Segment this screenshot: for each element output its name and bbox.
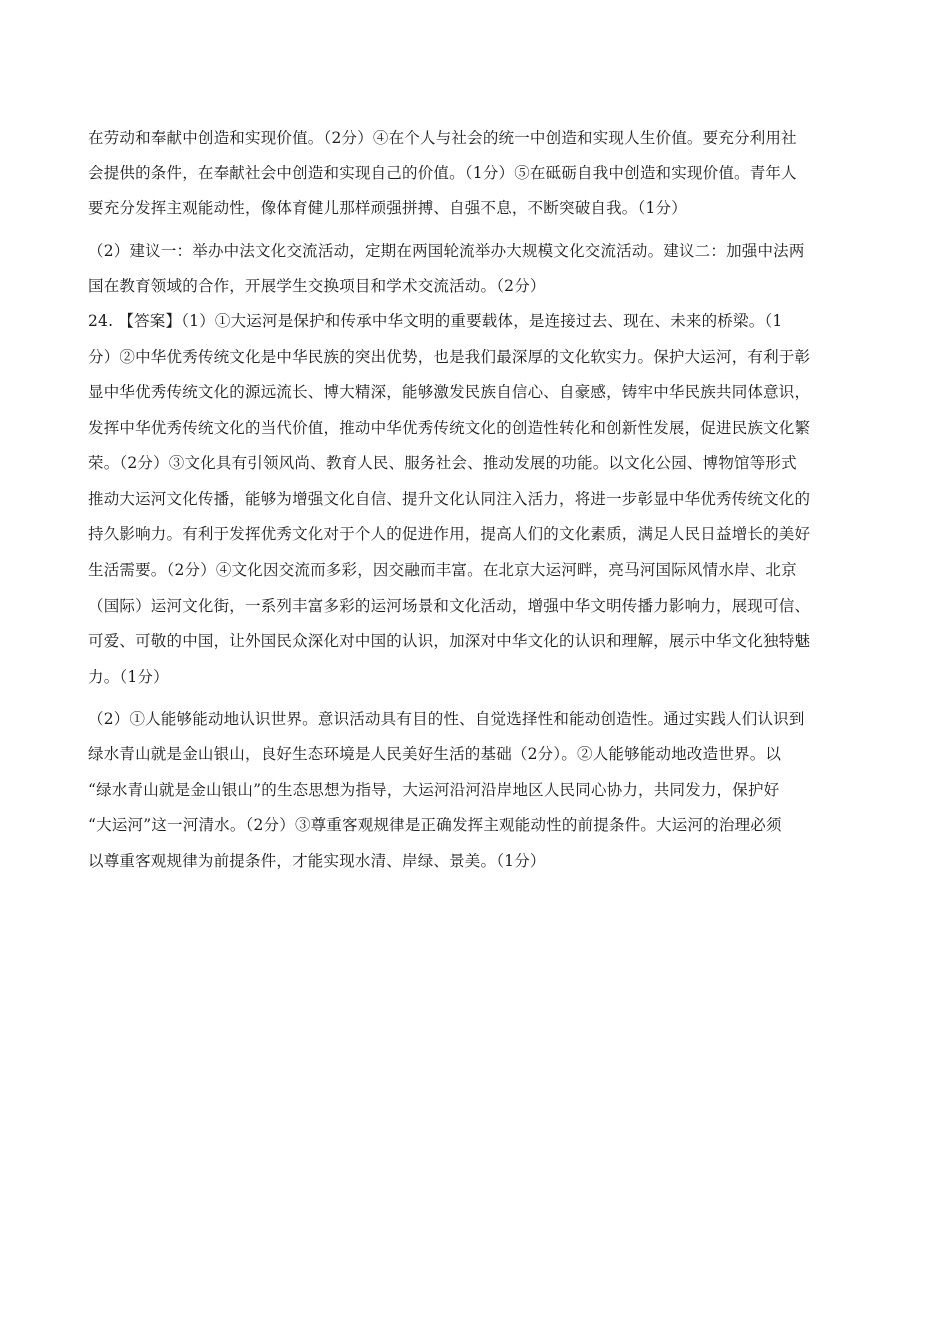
text-line: 以尊重客观规律为前提条件，才能实现水清、岸绿、景美。（1分） <box>88 852 546 870</box>
text-line: 可爱、可敬的中国，让外国民众深化对中国的认识，加深对中华文化的认识和理解，展示中华文化独特魅 <box>88 632 811 650</box>
text-line: （2）①人能够能动地认识世界。意识活动具有目的性、自觉选择性和能动创造性。通过实践人们认识到 <box>88 710 805 728</box>
text-line: 荣。（2分）③文化具有引领风尚、教育人民、服务社会、推动发展的功能。以文化公园、博物馆等形式 <box>88 454 797 472</box>
text-line: “大运河”这一河清水。（2分）③尊重客观规律是正确发挥主观能动性的前提条件。大运河的治理必须 <box>88 816 782 834</box>
text-line: 要充分发挥主观能动性，像体育健儿那样顽强拼搏、自强不息，不断突破自我。（1分） <box>88 199 687 217</box>
text-line: 发挥中华优秀传统文化的当代价值，推动中华优秀传统文化的创造性转化和创新性发展，促进民族文化繁 <box>88 419 811 437</box>
text-line: 分）②中华优秀传统文化是中华民族的突出优势，也是我们最深厚的文化软实力。保护大运河，有利于彰 <box>88 348 811 366</box>
text-line: 国在教育领域的合作，开展学生交换项目和学术交流活动。（2分） <box>88 277 546 295</box>
text-line: 生活需要。（2分）④文化因交流而多彩，因交融而丰富。在北京大运河畔，亮马河国际风情水岸、北京 <box>88 561 797 579</box>
text-line: 显中华优秀传统文化的源远流长、博大精深，能够激发民族自信心、自豪感，铸牢中华民族共同体意识， <box>88 383 811 401</box>
text-line: 在劳动和奉献中创造和实现价值。（2分）④在个人与社会的统一中创造和实现人生价值。要充分利用社 <box>88 129 797 147</box>
text-line: 推动大运河文化传播，能够为增强文化自信、提升文化认同注入活力，将进一步彰显中华优秀传统文化的 <box>88 490 811 508</box>
text-line: （2）建议一：举办中法文化交流活动，定期在两国轮流举办大规模文化交流活动。建议二：加强中法两 <box>88 242 805 260</box>
text-line: 力。（1分） <box>88 668 169 686</box>
text-line: “绿水青山就是金山银山”的生态思想为指导，大运河沿河沿岸地区人民同心协力，共同发力，保护好 <box>88 781 780 799</box>
text-line: 持久影响力。有利于发挥优秀文化对于个人的促进作用，提高人们的文化素质，满足人民日益增长的美好 <box>88 525 811 543</box>
text-line: （国际）运河文化街，一系列丰富多彩的运河场景和文化活动，增强中华文明传播力影响力，展现可信、 <box>88 597 811 615</box>
text-line: 24. 【答案】（1）①大运河是保护和传承中华文明的重要载体，是连接过去、现在、未来的桥梁。（1 <box>88 312 783 330</box>
text-line: 会提供的条件，在奉献社会中创造和实现自己的价值。（1分）⑤在砥砺自我中创造和实现价值。青年人 <box>88 164 797 182</box>
text-line: 绿水青山就是金山银山，良好生态环境是人民美好生活的基础（2分）。②人能够能动地改造世界。以 <box>88 745 782 763</box>
